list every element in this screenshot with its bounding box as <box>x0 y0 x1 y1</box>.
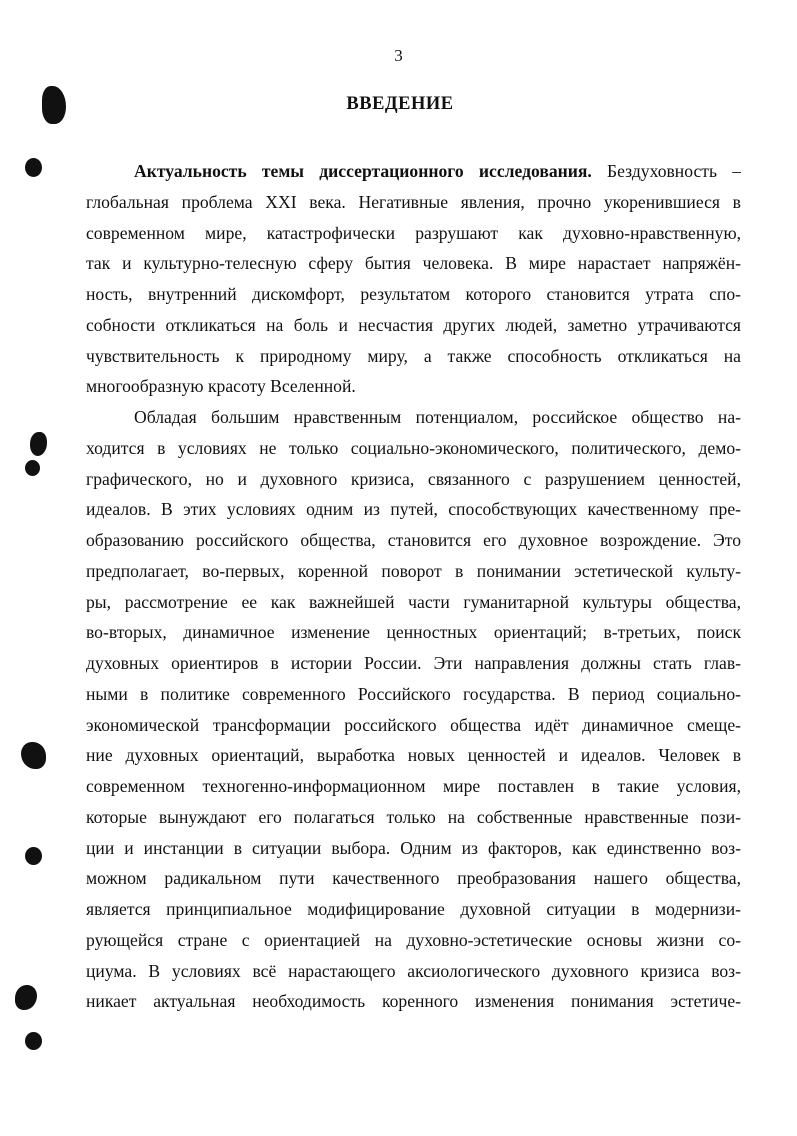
text-line: ние духовных ориентаций, выработка новых ценностей и идеалов. Человек в <box>86 745 741 766</box>
text-line: Актуальность темы диссертационного исследования. Бездуховность – <box>134 161 741 181</box>
ink-blot-mark <box>21 742 46 769</box>
text-line: предполагает, во-первых, коренной поворот в понимании эстетической культу- <box>86 560 741 581</box>
text-line: ры, рассмотрение ее как важнейшей части гуманитарной культуры общества, <box>86 591 741 612</box>
punch-hole-mark <box>25 158 42 177</box>
text-line: так и культурно-телесную сферу бытия человека. В мире нарастает напряжён- <box>86 253 741 274</box>
ink-blot-mark <box>42 86 66 124</box>
text-line: которые вынуждают его полагаться только на собственные нравственные пози- <box>86 806 741 827</box>
text-line: рующейся стране с ориентацией на духовно-эстетические основы жизни со- <box>86 929 741 950</box>
section-title: ВВЕДЕНИЕ <box>346 94 454 114</box>
text-line: ции и инстанции в ситуации выбора. Одним из факторов, как единственно воз- <box>86 837 741 858</box>
text-line: циума. В условиях всё нарастающего аксиологического духовного кризиса воз- <box>86 960 741 981</box>
text-line: никает актуальная необходимость коренного изменения понимания эстетиче- <box>86 991 741 1012</box>
text-line: можном радикальном пути качественного преобразования нашего общества, <box>86 868 741 889</box>
text-line: Обладая большим нравственным потенциалом, российское общество на- <box>134 407 741 427</box>
text-line: многообразную красоту Вселенной. <box>86 376 356 397</box>
text-line: во-вторых, динамичное изменение ценностных ориентаций; в-третьих, поиск <box>86 622 741 643</box>
text-line: собности откликаться на боль и несчастия других людей, заметно утрачиваются <box>86 314 741 335</box>
text-line: чувствительность к природному миру, а также способность откликаться на <box>86 345 741 366</box>
text-line: ходится в условиях не только социально-экономического, политического, демо- <box>86 437 741 458</box>
punch-hole-mark <box>25 847 42 865</box>
text-line: образованию российского общества, становится его духовное возрождение. Это <box>86 530 741 550</box>
text-line: идеалов. В этих условиях одним из путей, способствующих качественному пре- <box>86 499 741 520</box>
ink-blot-mark <box>15 985 37 1010</box>
text-line: ными в политике современного Российского государства. В период социально- <box>86 683 741 704</box>
body-text <box>86 156 741 1017</box>
text-line: современном мире, катастрофически разрушают как духовно-нравственную, <box>86 222 741 243</box>
text-line: современном техногенно-информационном мире поставлен в такие условия, <box>86 776 741 796</box>
punch-hole-mark <box>25 460 40 476</box>
punch-hole-mark <box>25 1032 42 1050</box>
ink-blot-mark <box>30 432 47 456</box>
page-number: 3 <box>394 46 403 65</box>
text-line: ность, внутренний дискомфорт, результатом которого становится утрата спо- <box>86 284 741 304</box>
lead-phrase: Актуальность темы диссертационного исследования. <box>134 161 592 181</box>
paragraph-1 <box>86 156 741 402</box>
text-line: является принципиальное модифицирование духовной ситуации в модернизи- <box>86 899 741 919</box>
text-line: графического, но и духовного кризиса, связанного с разрушением ценностей, <box>86 468 741 489</box>
text-line: экономической трансформации российского общества идёт динамичное смеще- <box>86 714 741 735</box>
text-line: духовных ориентиров в истории России. Эти направления должны стать глав- <box>86 653 741 673</box>
text-line: глобальная проблема XXI века. Негативные явления, прочно укоренившиеся в <box>86 191 741 212</box>
paragraph-2 <box>86 402 741 1017</box>
